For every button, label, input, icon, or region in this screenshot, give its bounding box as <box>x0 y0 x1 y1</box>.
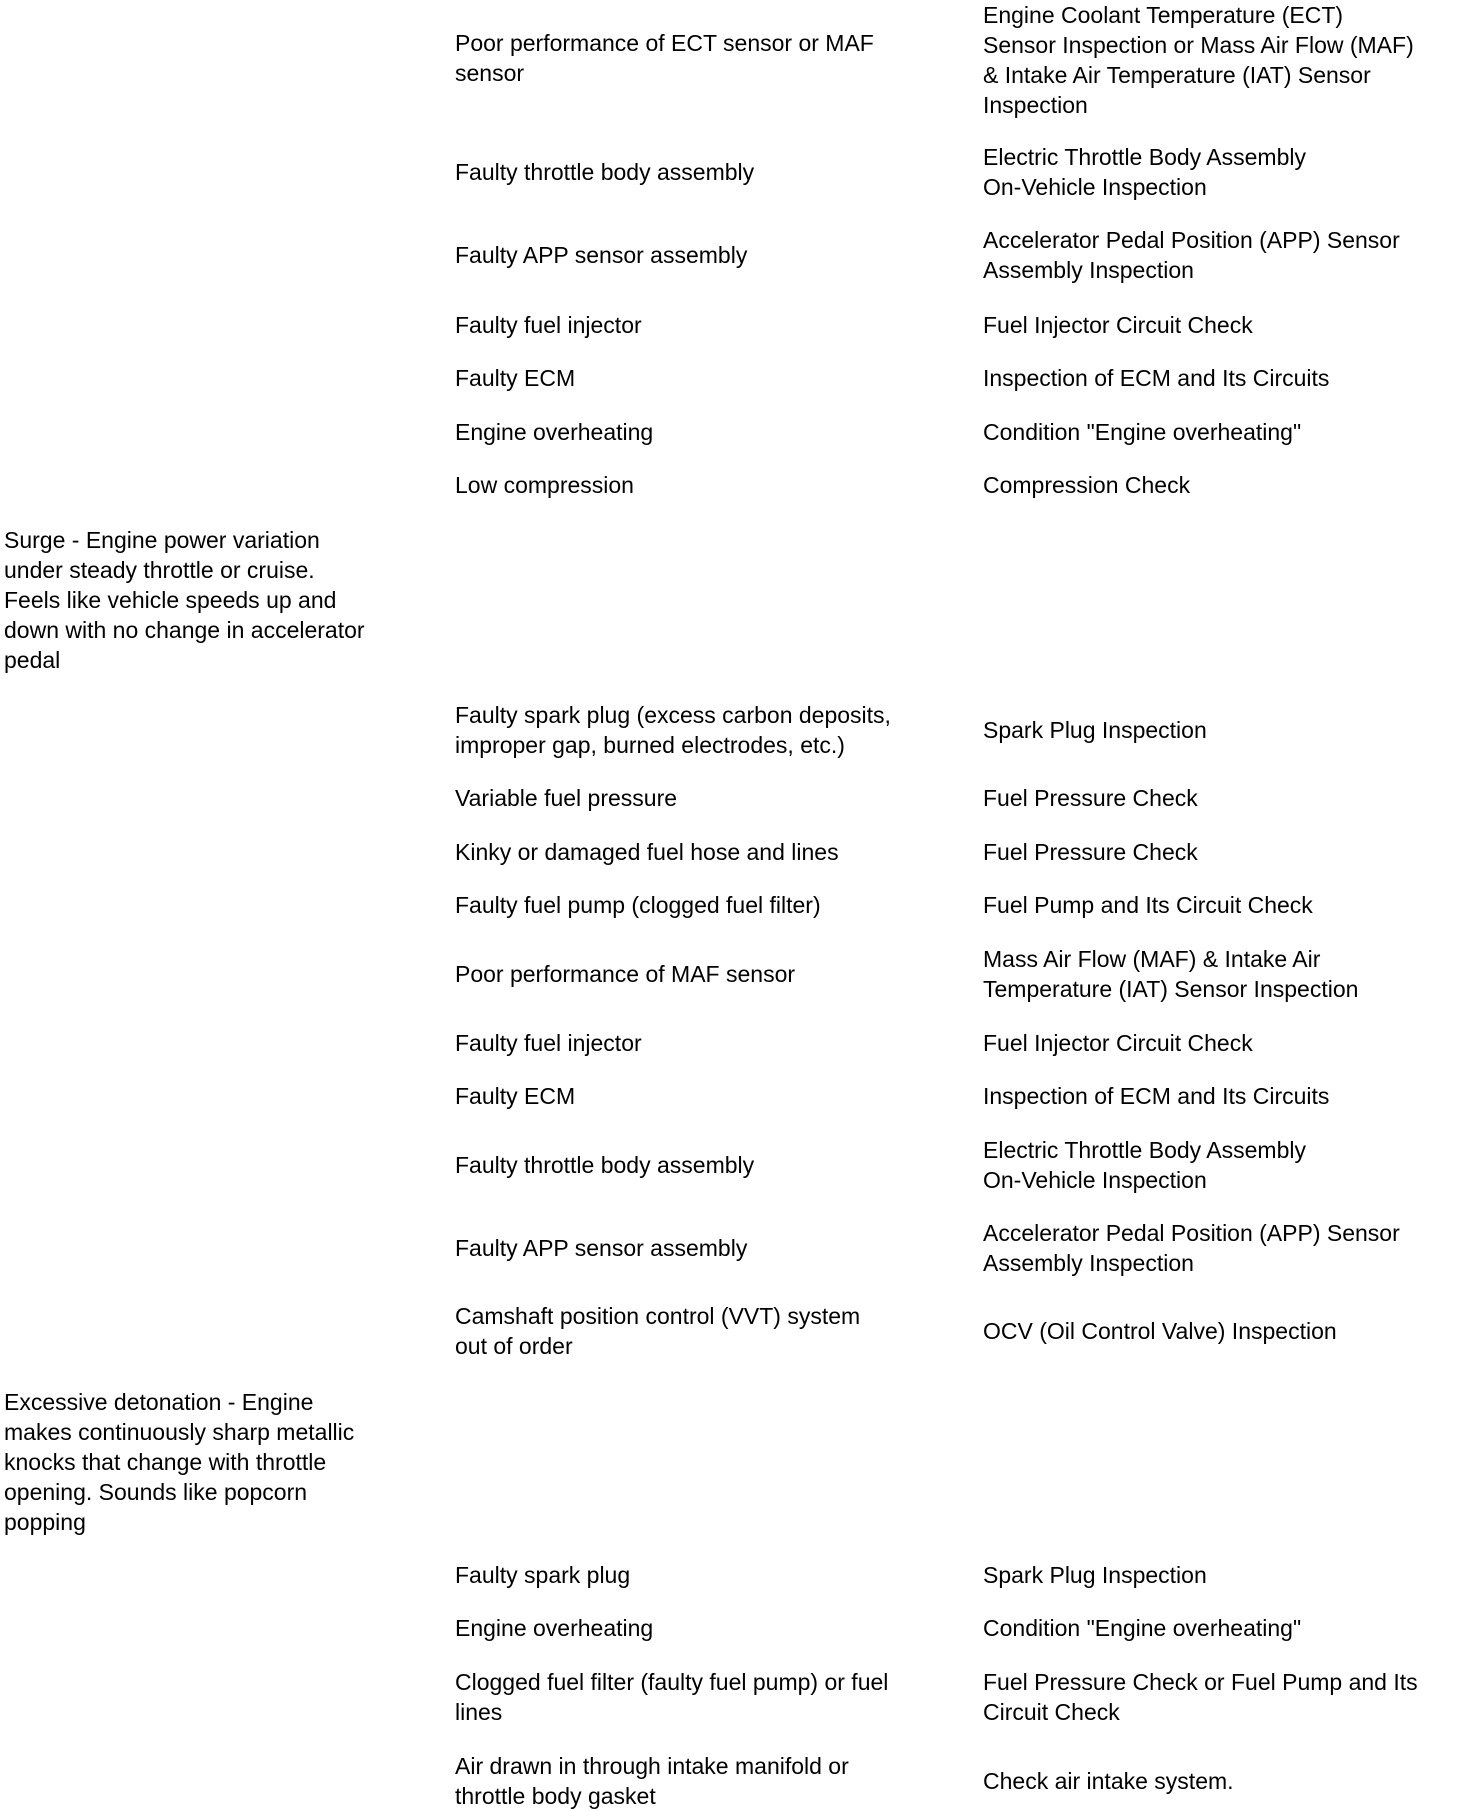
cause-cell: Air drawn in through intake manifold or throttle body gasket <box>455 1753 849 1809</box>
cause-cell: Faulty APP sensor assembly <box>455 1235 748 1261</box>
reference-cell: Electric Throttle Body Assembly On-Vehicle Inspection <box>983 1137 1306 1193</box>
cause-cell: Kinky or damaged fuel hose and lines <box>455 839 839 865</box>
reference-cell: Fuel Pressure Check <box>983 785 1198 811</box>
cause-cell: Faulty fuel injector <box>455 1030 642 1056</box>
cause-cell: Faulty ECM <box>455 365 576 391</box>
condition-cell: Excessive detonation - Engine makes continuously sharp metallic knocks that change with throttle opening. Sounds like popcorn popping <box>4 1389 355 1535</box>
cause-cell: Faulty APP sensor assembly <box>455 242 748 268</box>
reference-cell: Fuel Pressure Check or Fuel Pump and Its Circuit Check <box>983 1669 1418 1725</box>
cause-cell: Variable fuel pressure <box>455 785 678 811</box>
reference-cell: Accelerator Pedal Position (APP) Sensor Assembly Inspection <box>983 1220 1400 1276</box>
cause-cell: Camshaft position control (VVT) system out of order <box>455 1303 861 1359</box>
reference-cell: Fuel Injector Circuit Check <box>983 1030 1253 1056</box>
cause-cell: Low compression <box>455 472 634 498</box>
reference-cell: Fuel Pump and Its Circuit Check <box>983 892 1313 918</box>
reference-cell: Engine Coolant Temperature (ECT) Sensor Inspection or Mass Air Flow (MAF) & Intake Air Temperature (IAT) Sensor Inspection <box>983 2 1414 118</box>
reference-cell: Check air intake system. <box>983 1768 1234 1794</box>
reference-cell: Condition "Engine overheating" <box>983 419 1302 445</box>
cause-cell: Faulty spark plug (excess carbon deposits, improper gap, burned electrodes, etc.) <box>455 702 891 758</box>
cause-cell: Poor performance of MAF sensor <box>455 961 796 987</box>
cause-cell: Faulty ECM <box>455 1083 576 1109</box>
reference-cell: Spark Plug Inspection <box>983 1562 1207 1588</box>
reference-cell: Fuel Pressure Check <box>983 839 1198 865</box>
reference-cell: Accelerator Pedal Position (APP) Sensor Assembly Inspection <box>983 227 1400 283</box>
cause-cell: Clogged fuel filter (faulty fuel pump) or fuel lines <box>455 1669 889 1725</box>
reference-cell: Spark Plug Inspection <box>983 717 1207 743</box>
reference-cell: Electric Throttle Body Assembly On-Vehicle Inspection <box>983 144 1306 200</box>
reference-cell: Fuel Injector Circuit Check <box>983 312 1253 338</box>
cause-cell: Faulty throttle body assembly <box>455 159 755 185</box>
cause-cell: Faulty throttle body assembly <box>455 1152 755 1178</box>
condition-cell: Surge - Engine power variation under steady throttle or cruise. Feels like vehicle speeds up and down with no change in accelerator pedal <box>4 527 365 673</box>
cause-cell: Engine overheating <box>455 1615 654 1641</box>
reference-cell: Inspection of ECM and Its Circuits <box>983 1083 1330 1109</box>
cause-cell: Engine overheating <box>455 419 654 445</box>
cause-cell: Faulty spark plug <box>455 1562 631 1588</box>
reference-cell: Inspection of ECM and Its Circuits <box>983 365 1330 391</box>
cause-cell: Faulty fuel pump (clogged fuel filter) <box>455 892 821 918</box>
cause-cell: Faulty fuel injector <box>455 312 642 338</box>
reference-cell: OCV (Oil Control Valve) Inspection <box>983 1318 1337 1344</box>
cause-cell: Poor performance of ECT sensor or MAF sensor <box>455 30 874 86</box>
reference-cell: Compression Check <box>983 472 1191 498</box>
reference-cell: Condition "Engine overheating" <box>983 1615 1302 1641</box>
reference-cell: Mass Air Flow (MAF) & Intake Air Temperature (IAT) Sensor Inspection <box>983 946 1359 1002</box>
